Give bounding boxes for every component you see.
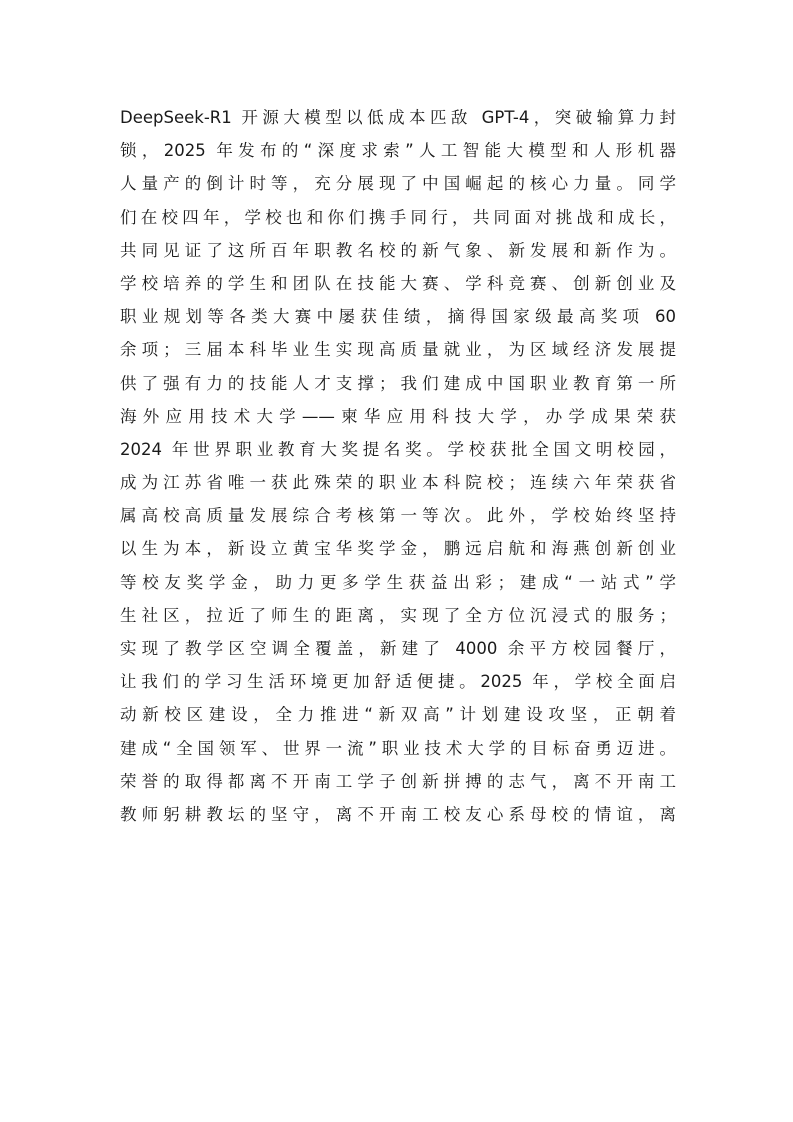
text-line-1: DeepSeek-R1 开源大模型以低成本匹敌 GPT-4，突破输算力封 — [120, 108, 676, 127]
text-line-11: 2024 年世界职业教育大奖提名奖。学校获批全国文明校园， — [120, 439, 676, 459]
text-line-21: 荣誉的取得都离不开南工学子创新拼搏的志气，离不开南工 — [120, 771, 676, 791]
text-line-12: 成为江苏省唯一获此殊荣的职业本科院校；连续六年荣获省 — [120, 473, 676, 493]
text-line-7: 职业规划等各类大赛中屡获佳绩，摘得国家级最高奖项 60 — [120, 307, 676, 327]
text-line-2: 锁，2025 年发布的“深度求索”人工智能大模型和人形机器 — [120, 141, 676, 161]
body-paragraph — [120, 101, 676, 831]
text-line-19: 动新校区建设，全力推进“新双高”计划建设攻坚，正朝着 — [120, 705, 676, 725]
text-line-8: 余项；三届本科毕业生实现高质量就业，为区域经济发展提 — [120, 340, 676, 360]
text-line-18: 让我们的学习生活环境更加舒适便捷。2025 年，学校全面启 — [120, 672, 676, 692]
text-line-10: 海外应用技术大学——柬华应用科技大学，办学成果荣获 — [120, 406, 676, 426]
text-line-13: 属高校高质量发展综合考核第一等次。此外，学校始终坚持 — [120, 506, 676, 526]
text-line-22: 教师躬耕教坛的坚守，离不开南工校友心系母校的情谊，离 — [120, 804, 676, 824]
text-line-20: 建成“全国领军、世界一流”职业技术大学的目标奋勇迈进。 — [120, 738, 676, 758]
text-line-6: 学校培养的学生和团队在技能大赛、学科竞赛、创新创业及 — [120, 273, 676, 293]
text-line-14: 以生为本，新设立黄宝华奖学金，鹏远启航和海燕创新创业 — [120, 539, 676, 559]
text-line-15: 等校友奖学金，助力更多学生获益出彩；建成“一站式”学 — [120, 572, 676, 592]
text-line-5: 共同见证了这所百年职教名校的新气象、新发展和新作为。 — [120, 240, 676, 260]
text-line-9: 供了强有力的技能人才支撑；我们建成中国职业教育第一所 — [120, 373, 676, 393]
text-line-17: 实现了教学区空调全覆盖，新建了 4000 余平方校园餐厅， — [120, 639, 676, 658]
text-line-3: 人量产的倒计时等，充分展现了中国崛起的核心力量。同学 — [120, 174, 676, 194]
text-line-4: 们在校四年，学校也和你们携手同行，共同面对挑战和成长， — [120, 207, 676, 227]
text-line-16: 生社区，拉近了师生的距离，实现了全方位沉浸式的服务； — [120, 605, 676, 625]
